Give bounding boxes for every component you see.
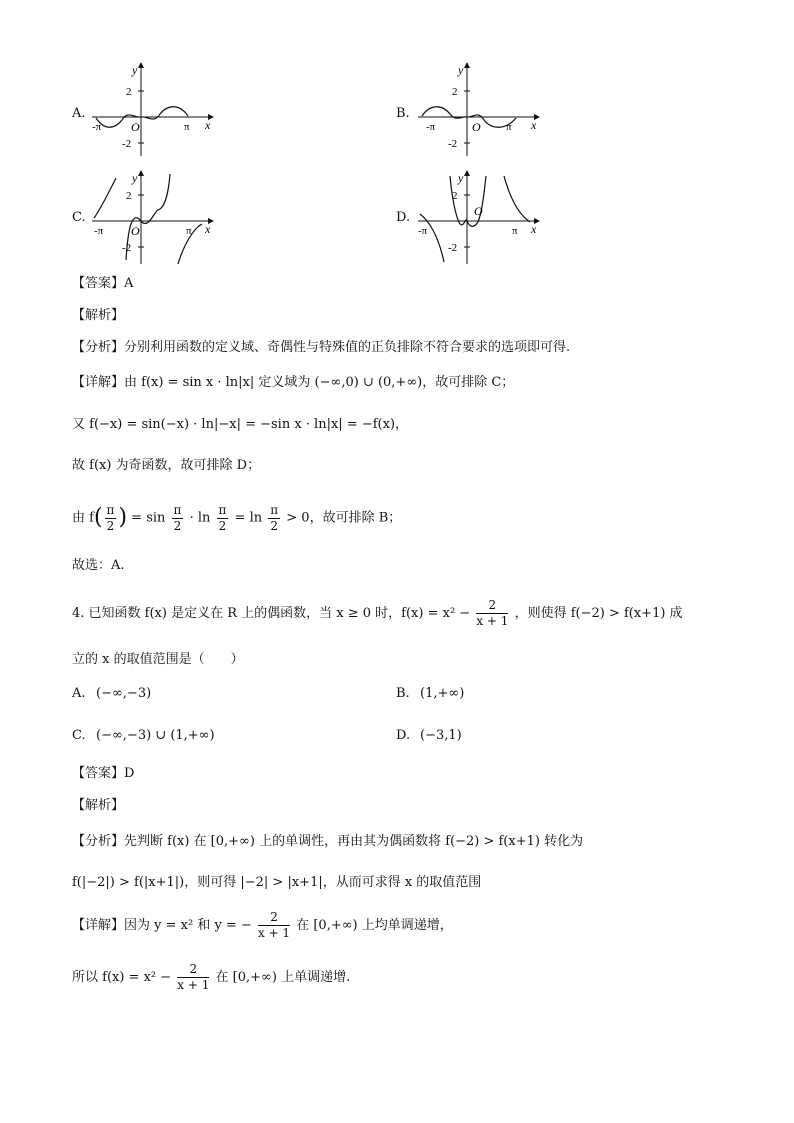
q4-stem-line-1 (72, 594, 683, 634)
option-a-tick-top: 2 (126, 86, 132, 98)
q4-stem-1-post: ，则使得 f(−2) > f(x+1) 成 (514, 606, 683, 621)
q4-analysis-2: f(|−2|) > f(|x+1|)，则可得 |−2| > |x+1|，从而可求得 x 的取值范围 (72, 875, 482, 890)
option-b-tick-top: 2 (452, 86, 458, 98)
q3-detail-4: 由 f( $\frac{\pi}{2}$ ) = sin $\frac{\pi}{2}$ · ln $\frac{\pi}{2}$ = ln $\frac{\pi}{2}$ > 0，故可排除 B； (72, 502, 402, 533)
q4-option-d-label: D. (396, 728, 411, 743)
option-d-origin: O (474, 204, 483, 218)
q3-detail-4-mid1: = sin (131, 510, 166, 526)
option-a-graph (88, 60, 218, 160)
option-c-label: C. (72, 210, 86, 225)
q4-detail-2-pre: 所以 f(x) = x² − (72, 970, 172, 985)
q3-pi-over-2-frac-1: $\frac{\pi}{2}$ (106, 502, 115, 533)
option-c-pi: π (186, 225, 192, 237)
option-c-tick-bottom: -2 (122, 242, 132, 254)
option-a-x-label: x (205, 118, 211, 132)
q3-answer: 【答案】A (72, 276, 134, 291)
option-b-origin: O (472, 120, 481, 134)
q4-detail-2-frac: $\frac{2}{x + 1}$ (177, 962, 210, 992)
q3-detail-4-post: > 0，故可排除 B； (286, 510, 402, 526)
q4-stem-line-2: 立的 x 的取值范围是（ ） (72, 652, 244, 667)
q3-conclusion: 故选：A. (72, 558, 125, 573)
q4-jiexi-heading: 【解析】 (72, 798, 125, 813)
option-a-pi: π (184, 121, 190, 133)
option-c-origin: O (131, 224, 140, 238)
option-c-neg-pi: -π (94, 225, 104, 237)
q4-option-a-value: (−∞,−3) (96, 686, 152, 701)
q4-stem-1-pre: 4. 已知函数 f(x) 是定义在 R 上的偶函数，当 x ≥ 0 时，f(x) = x² − (72, 606, 471, 621)
q3-detail-4-pre: 由 f (72, 510, 94, 526)
option-b-neg-pi: -π (426, 121, 436, 133)
q4-stem-frac: $\frac{2}{x + 1}$ (476, 598, 509, 628)
q4-detail-2-post: 在 [0,+∞) 上单调递增. (215, 970, 351, 985)
option-d-tick-bottom: -2 (448, 242, 458, 254)
q3-pi-over-2-frac-2: $\frac{\pi}{2}$ (173, 502, 182, 533)
q4-option-d-value: (−3,1) (420, 728, 462, 743)
q4-detail-1-post: 在 [0,+∞) 上均单调递增， (296, 918, 453, 933)
q3-analysis: 【分析】分别利用函数的定义域、奇偶性与特殊值的正负排除不符合要求的选项即可得. (72, 340, 571, 355)
option-c-tick-top: 2 (126, 190, 132, 202)
option-d-tick-top: 2 (452, 190, 458, 202)
q3-jiexi-heading: 【解析】 (72, 308, 125, 323)
option-a-y-label: y (132, 63, 138, 77)
option-a-label: A. (72, 106, 86, 121)
q4-detail-1-pre: 【详解】因为 y = x² 和 y = − (72, 918, 252, 933)
q3-detail-4-mid2: · ln (189, 510, 211, 526)
option-a-tick-bottom: -2 (122, 138, 132, 150)
q4-option-b-label: B. (396, 686, 410, 701)
option-d-label: D. (396, 210, 411, 225)
q3-detail-2: 又 f(−x) = sin(−x) · ln|−x| = −sin x · ln|x| = −f(x)， (72, 417, 409, 432)
option-d-x-label: x (531, 222, 537, 236)
q3-detail-4-mid3: = ln (234, 510, 263, 526)
option-c-graph (88, 168, 218, 268)
q4-detail-1 (72, 906, 453, 946)
option-c-y-label: y (132, 171, 138, 185)
q4-option-a-label: A. (72, 686, 86, 701)
q3-pi-over-2-frac-3: $\frac{\pi}{2}$ (218, 502, 227, 533)
q3-pi-over-2-frac-4: $\frac{\pi}{2}$ (270, 502, 279, 533)
option-d-pi: π (512, 225, 518, 237)
option-b-pi: π (506, 121, 512, 133)
q4-detail-2 (72, 958, 350, 998)
option-d-y-label: y (458, 171, 464, 185)
q4-option-b-value: (1,+∞) (420, 686, 465, 701)
q4-option-c-label: C. (72, 728, 86, 743)
q4-answer: 【答案】D (72, 766, 135, 781)
option-b-label: B. (396, 106, 410, 121)
option-a-neg-pi: -π (92, 121, 102, 133)
q4-analysis-1: 【分析】先判断 f(x) 在 [0,+∞) 上的单调性，再由其为偶函数将 f(−2) > f(x+1) 转化为 (72, 834, 584, 849)
option-c-x-label: x (205, 222, 211, 236)
option-b-x-label: x (531, 118, 537, 132)
option-d-neg-pi: -π (418, 225, 428, 237)
option-b-graph (414, 60, 544, 160)
option-d-graph (414, 168, 544, 268)
q3-detail-3: 故 f(x) 为奇函数，故可排除 D； (72, 458, 261, 473)
option-b-tick-bottom: -2 (448, 138, 458, 150)
q4-option-c-value: (−∞,−3) ∪ (1,+∞) (96, 728, 215, 743)
option-a-origin: O (131, 120, 140, 134)
q3-detail-1: 【详解】由 f(x) = sin x · ln|x| 定义域为 (−∞,0) ∪ (0,+∞)，故可排除 C； (72, 375, 515, 390)
option-b-y-label: y (458, 63, 464, 77)
q4-detail-1-frac: $\frac{2}{x + 1}$ (257, 910, 291, 940)
